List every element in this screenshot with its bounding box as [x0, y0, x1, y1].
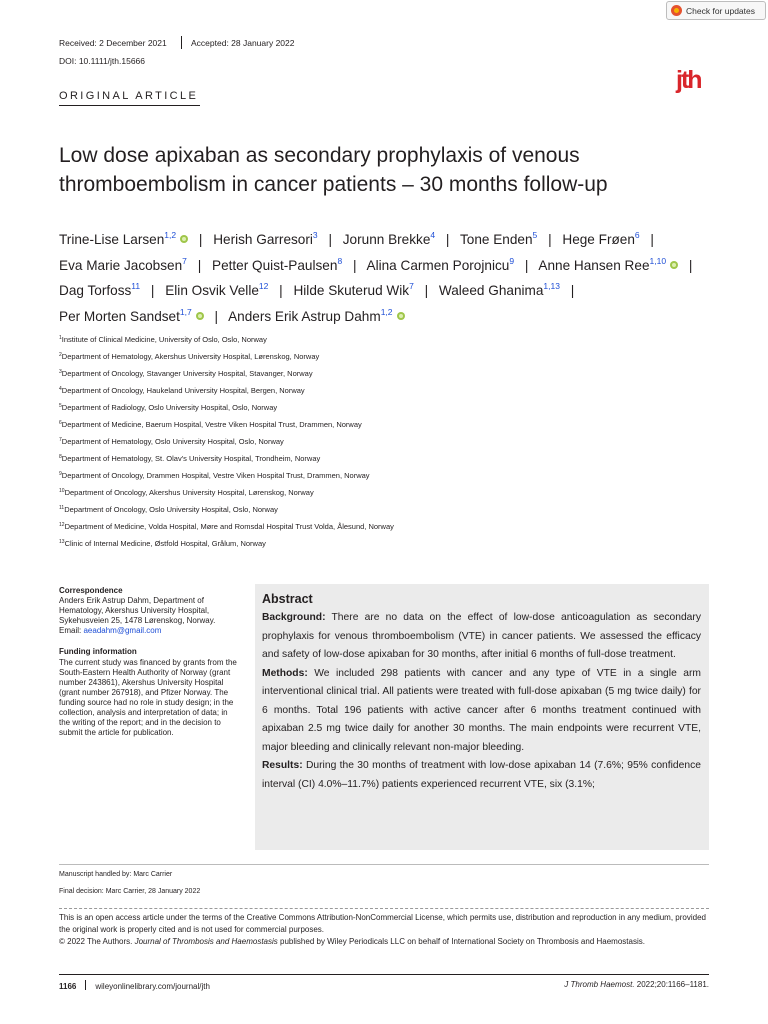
author-name: Tone Enden — [459, 232, 533, 247]
author-affiliation-ref[interactable]: 11 — [131, 281, 141, 291]
accepted-date: Accepted: 28 January 2022 — [191, 38, 295, 48]
author — [538, 255, 678, 273]
author-separator: | — [150, 283, 155, 298]
author — [59, 255, 187, 273]
author-affiliation-ref[interactable]: 5 — [532, 230, 538, 240]
citation-journal: J Thromb Haemost. — [564, 980, 635, 989]
header-divider — [181, 36, 182, 49]
author — [59, 232, 188, 247]
author-separator: | — [279, 283, 283, 298]
author-separator: | — [650, 232, 654, 247]
author-affiliation-ref[interactable]: 7 — [409, 281, 414, 291]
journal-name: Journal of Thrombosis and Haemostasis — [134, 936, 278, 946]
author — [212, 255, 343, 273]
orcid-icon[interactable] — [670, 261, 678, 269]
affiliation — [59, 437, 284, 446]
affiliation-text: Department of Oncology, Haukeland University Hospital, Bergen, Norway — [61, 386, 305, 395]
doi[interactable]: DOI: 10.1111/jth.15666 — [59, 56, 146, 66]
affiliation-number: 6 — [59, 420, 62, 426]
author-affiliation-ref[interactable]: 9 — [509, 255, 515, 266]
orcid-icon[interactable] — [196, 312, 204, 320]
divider — [59, 864, 709, 865]
author-name: Hilde Skuterud Wik — [293, 283, 410, 298]
author-affiliation-ref[interactable]: 6 — [634, 230, 640, 240]
affiliation — [59, 335, 267, 344]
license-notice — [59, 912, 709, 947]
affiliation — [59, 386, 305, 395]
affiliation-number: 9 — [59, 471, 62, 477]
author-affiliation-ref[interactable]: 1,13 — [543, 281, 560, 291]
abstract-box — [255, 584, 709, 850]
author-separator: | — [445, 232, 450, 247]
copyright-line: © 2022 The Authors. Journal of Thrombosis and Haemostasis published by Wiley Periodicals LLC on behalf of International Society on Thrombosis and Haemostasis. — [59, 936, 645, 946]
author-name: Petter Quist-Paulsen — [212, 257, 338, 273]
affiliation-number: 10 — [59, 488, 65, 494]
page-number: 1166 — [59, 982, 77, 991]
author-name: Alina Carmen Porojnicu — [366, 257, 510, 273]
author — [213, 232, 317, 247]
author-affiliation-ref[interactable]: 1,7 — [179, 306, 192, 317]
methods-label: Methods: — [262, 667, 308, 679]
author-separator: | — [548, 232, 552, 247]
author-name: Per Morten Sandset — [59, 308, 180, 324]
abstract-methods: Methods: We included 298 patients with cancer and any type of VTE in a single arm interventional clinical trial. All patients were treated with full-dose apixaban (5 mg twice daily) for 6 months. Total 196 patients with active cancer after 6 months treatment continued with apixaban 2.5 mg twice daily for another 30 months. The main endpoints were recurrent VTE, major bleeding and clinically relevant non-major bleeding. — [262, 667, 701, 753]
affiliation-number: 7 — [59, 437, 62, 443]
author — [59, 283, 140, 298]
author-name: Jorunn Brekke — [342, 232, 431, 247]
orcid-icon[interactable] — [397, 312, 405, 320]
article-type: ORIGINAL ARTICLE — [59, 90, 199, 102]
affiliation-number: 13 — [59, 539, 65, 545]
affiliation — [59, 369, 313, 378]
affiliation — [59, 352, 319, 361]
sidebar-notes — [59, 586, 239, 738]
abstract-background: Background: There are no data on the effect of low-dose anticoagulation as secondary prophylaxis for venous thromboembolism (VTE) in cancer patients. We assessed the efficacy and safety of low-dose apixaban for 30 months, after initial 6 months of full-dose treatment. — [262, 612, 701, 660]
affiliation-number: 3 — [59, 369, 62, 375]
license-text: This is an open access article under the terms of the Creative Commons Attribution-NonCommercial License, which permits use, distribution and reproduction in any medium, provided the original work is properly cited and is not used for commercial purposes. — [59, 913, 706, 934]
author-separator: | — [352, 257, 357, 273]
author-separator: | — [197, 257, 202, 273]
affiliation — [59, 454, 320, 463]
author-affiliation-ref[interactable]: 8 — [337, 255, 343, 266]
abstract-heading: Abstract — [262, 592, 313, 606]
correspondence-heading: Correspondence — [59, 586, 123, 595]
author-name: Eva Marie Jacobsen — [59, 257, 183, 273]
affiliation-text: Department of Medicine, Volda Hospital, Møre and Romsdal Hospital Trust Volda, Ålesund, Norway — [64, 522, 394, 531]
author-separator: | — [570, 283, 575, 298]
author — [293, 283, 413, 298]
author-separator: | — [424, 283, 429, 298]
author-affiliation-ref[interactable]: 1,2 — [164, 230, 177, 240]
citation — [564, 980, 709, 989]
results-label: Results: — [262, 760, 303, 771]
author-name: Waleed Ghanima — [438, 283, 544, 298]
affiliation-text: Department of Hematology, St. Olav's University Hospital, Trondheim, Norway — [61, 454, 321, 463]
crossmark-icon — [671, 5, 682, 16]
author-separator: | — [688, 257, 693, 273]
affiliation-number: 1 — [59, 335, 62, 341]
author — [343, 232, 435, 247]
author-affiliation-ref[interactable]: 3 — [312, 230, 318, 240]
article-title: Low dose apixaban as secondary prophylaxis of venous thromboembolism in cancer patients – 30 months follow-up — [59, 144, 608, 196]
author — [460, 232, 537, 247]
affiliation-text: Clinic of Internal Medicine, Østfold Hospital, Grålum, Norway — [64, 539, 266, 548]
email-link[interactable]: aeadahm@gmail.com — [83, 626, 162, 636]
divider — [59, 908, 709, 909]
funding-body: The current study was financed by grants from the South-Eastern Health Authority of Norway (grant number 243861), Akershus University Hospital (grant number 267918), and Pfizer Norway. The funding source had no role in study design; in the collection, analysis and interpretation of data; in the writing of the report; and in the decision to submit the article for publication. — [59, 657, 237, 738]
author-name: Herish Garresori — [213, 232, 313, 247]
author-list — [59, 227, 729, 329]
author-affiliation-ref[interactable]: 4 — [430, 230, 436, 240]
affiliation-text: Department of Radiology, Oslo University Hospital, Oslo, Norway — [61, 403, 278, 412]
affiliation-number: 5 — [59, 403, 62, 409]
correspondence-body: Anders Erik Astrup Dahm, Department of Hematology, Akershus University Hospital, Sykehusveien 25, 1478 Lørenskog, Norway. — [59, 596, 216, 626]
affiliation — [59, 471, 370, 480]
author-affiliation-ref[interactable]: 12 — [258, 281, 269, 291]
affiliation-text: Institute of Clinical Medicine, University of Oslo, Oslo, Norway — [61, 335, 267, 344]
affiliation-text: Department of Oncology, Drammen Hospital, Vestre Viken Hospital Trust, Drammen, Norway — [61, 471, 370, 480]
funding-heading: Funding information — [59, 647, 137, 657]
check-for-updates-label: Check for updates — [686, 5, 755, 16]
author-affiliation-ref[interactable]: 7 — [182, 255, 187, 266]
affiliation — [59, 488, 314, 497]
affiliation-number: 4 — [59, 386, 62, 392]
article-type-underline — [59, 105, 200, 106]
check-for-updates-button[interactable] — [666, 1, 766, 20]
author-name: Anders Erik Astrup Dahm — [228, 308, 381, 324]
affiliation-text: Department of Oncology, Oslo University Hospital, Oslo, Norway — [64, 505, 278, 514]
author — [366, 255, 515, 273]
affiliation — [59, 403, 277, 412]
author-name: Elin Osvik Velle — [165, 283, 259, 298]
author — [59, 306, 204, 324]
author-separator: | — [524, 257, 529, 273]
author-separator: | — [328, 232, 332, 247]
author — [165, 283, 268, 298]
affiliation-text: Department of Hematology, Akershus University Hospital, Lørenskog, Norway — [61, 352, 320, 361]
author-affiliation-ref[interactable]: 1,2 — [380, 306, 393, 317]
affiliation-text: Department of Hematology, Oslo University Hospital, Oslo, Norway — [61, 437, 284, 446]
footer-divider — [85, 980, 86, 990]
background-label: Background: — [262, 612, 326, 623]
footer-rule — [59, 974, 709, 975]
author — [439, 283, 560, 298]
author — [228, 306, 404, 324]
orcid-icon[interactable] — [180, 235, 188, 243]
affiliation-text: Department of Oncology, Stavanger University Hospital, Stavanger, Norway — [61, 369, 313, 378]
author-affiliation-ref[interactable]: 1,10 — [649, 255, 667, 266]
author-name: Trine-Lise Larsen — [59, 232, 165, 247]
journal-logo: jth — [676, 66, 701, 94]
citation-ref: 2022;20:1166–1181. — [636, 980, 709, 989]
author-separator: | — [198, 232, 203, 247]
manuscript-handled-by: Manuscript handled by: Marc Carrier — [59, 871, 173, 878]
author-separator: | — [214, 308, 219, 324]
correspondence-email: Email: aeadahm@gmail.com — [59, 626, 162, 636]
footer-left — [59, 980, 210, 991]
author-name: Dag Torfoss — [59, 283, 132, 298]
journal-url[interactable]: wileyonlinelibrary.com/journal/jth — [95, 982, 210, 991]
received-date: Received: 2 December 2021 — [59, 38, 167, 48]
affiliation-text: Department of Medicine, Baerum Hospital, Vestre Viken Hospital Trust, Drammen, Norway — [61, 420, 362, 429]
final-decision: Final decision: Marc Carrier, 28 January 2022 — [59, 888, 201, 895]
author — [562, 232, 639, 247]
affiliation — [59, 420, 362, 429]
affiliation — [59, 522, 394, 531]
affiliation — [59, 539, 266, 548]
author-name: Hege Frøen — [562, 232, 635, 247]
author-name: Anne Hansen Ree — [538, 257, 650, 273]
affiliation-number: 2 — [59, 352, 62, 358]
affiliation-number: 8 — [59, 454, 62, 460]
abstract-results: Results: During the 30 months of treatment with low-dose apixaban 14 (7.6%; 95% confidence interval (CI) 4.0%–11.7%) patients experienced recurrent VTE, six (3.1%; — [262, 760, 701, 790]
affiliation-number: 12 — [59, 522, 65, 528]
affiliation-text: Department of Oncology, Akershus University Hospital, Lørenskog, Norway — [64, 488, 314, 497]
affiliation-number: 11 — [59, 505, 65, 511]
affiliation — [59, 505, 278, 514]
